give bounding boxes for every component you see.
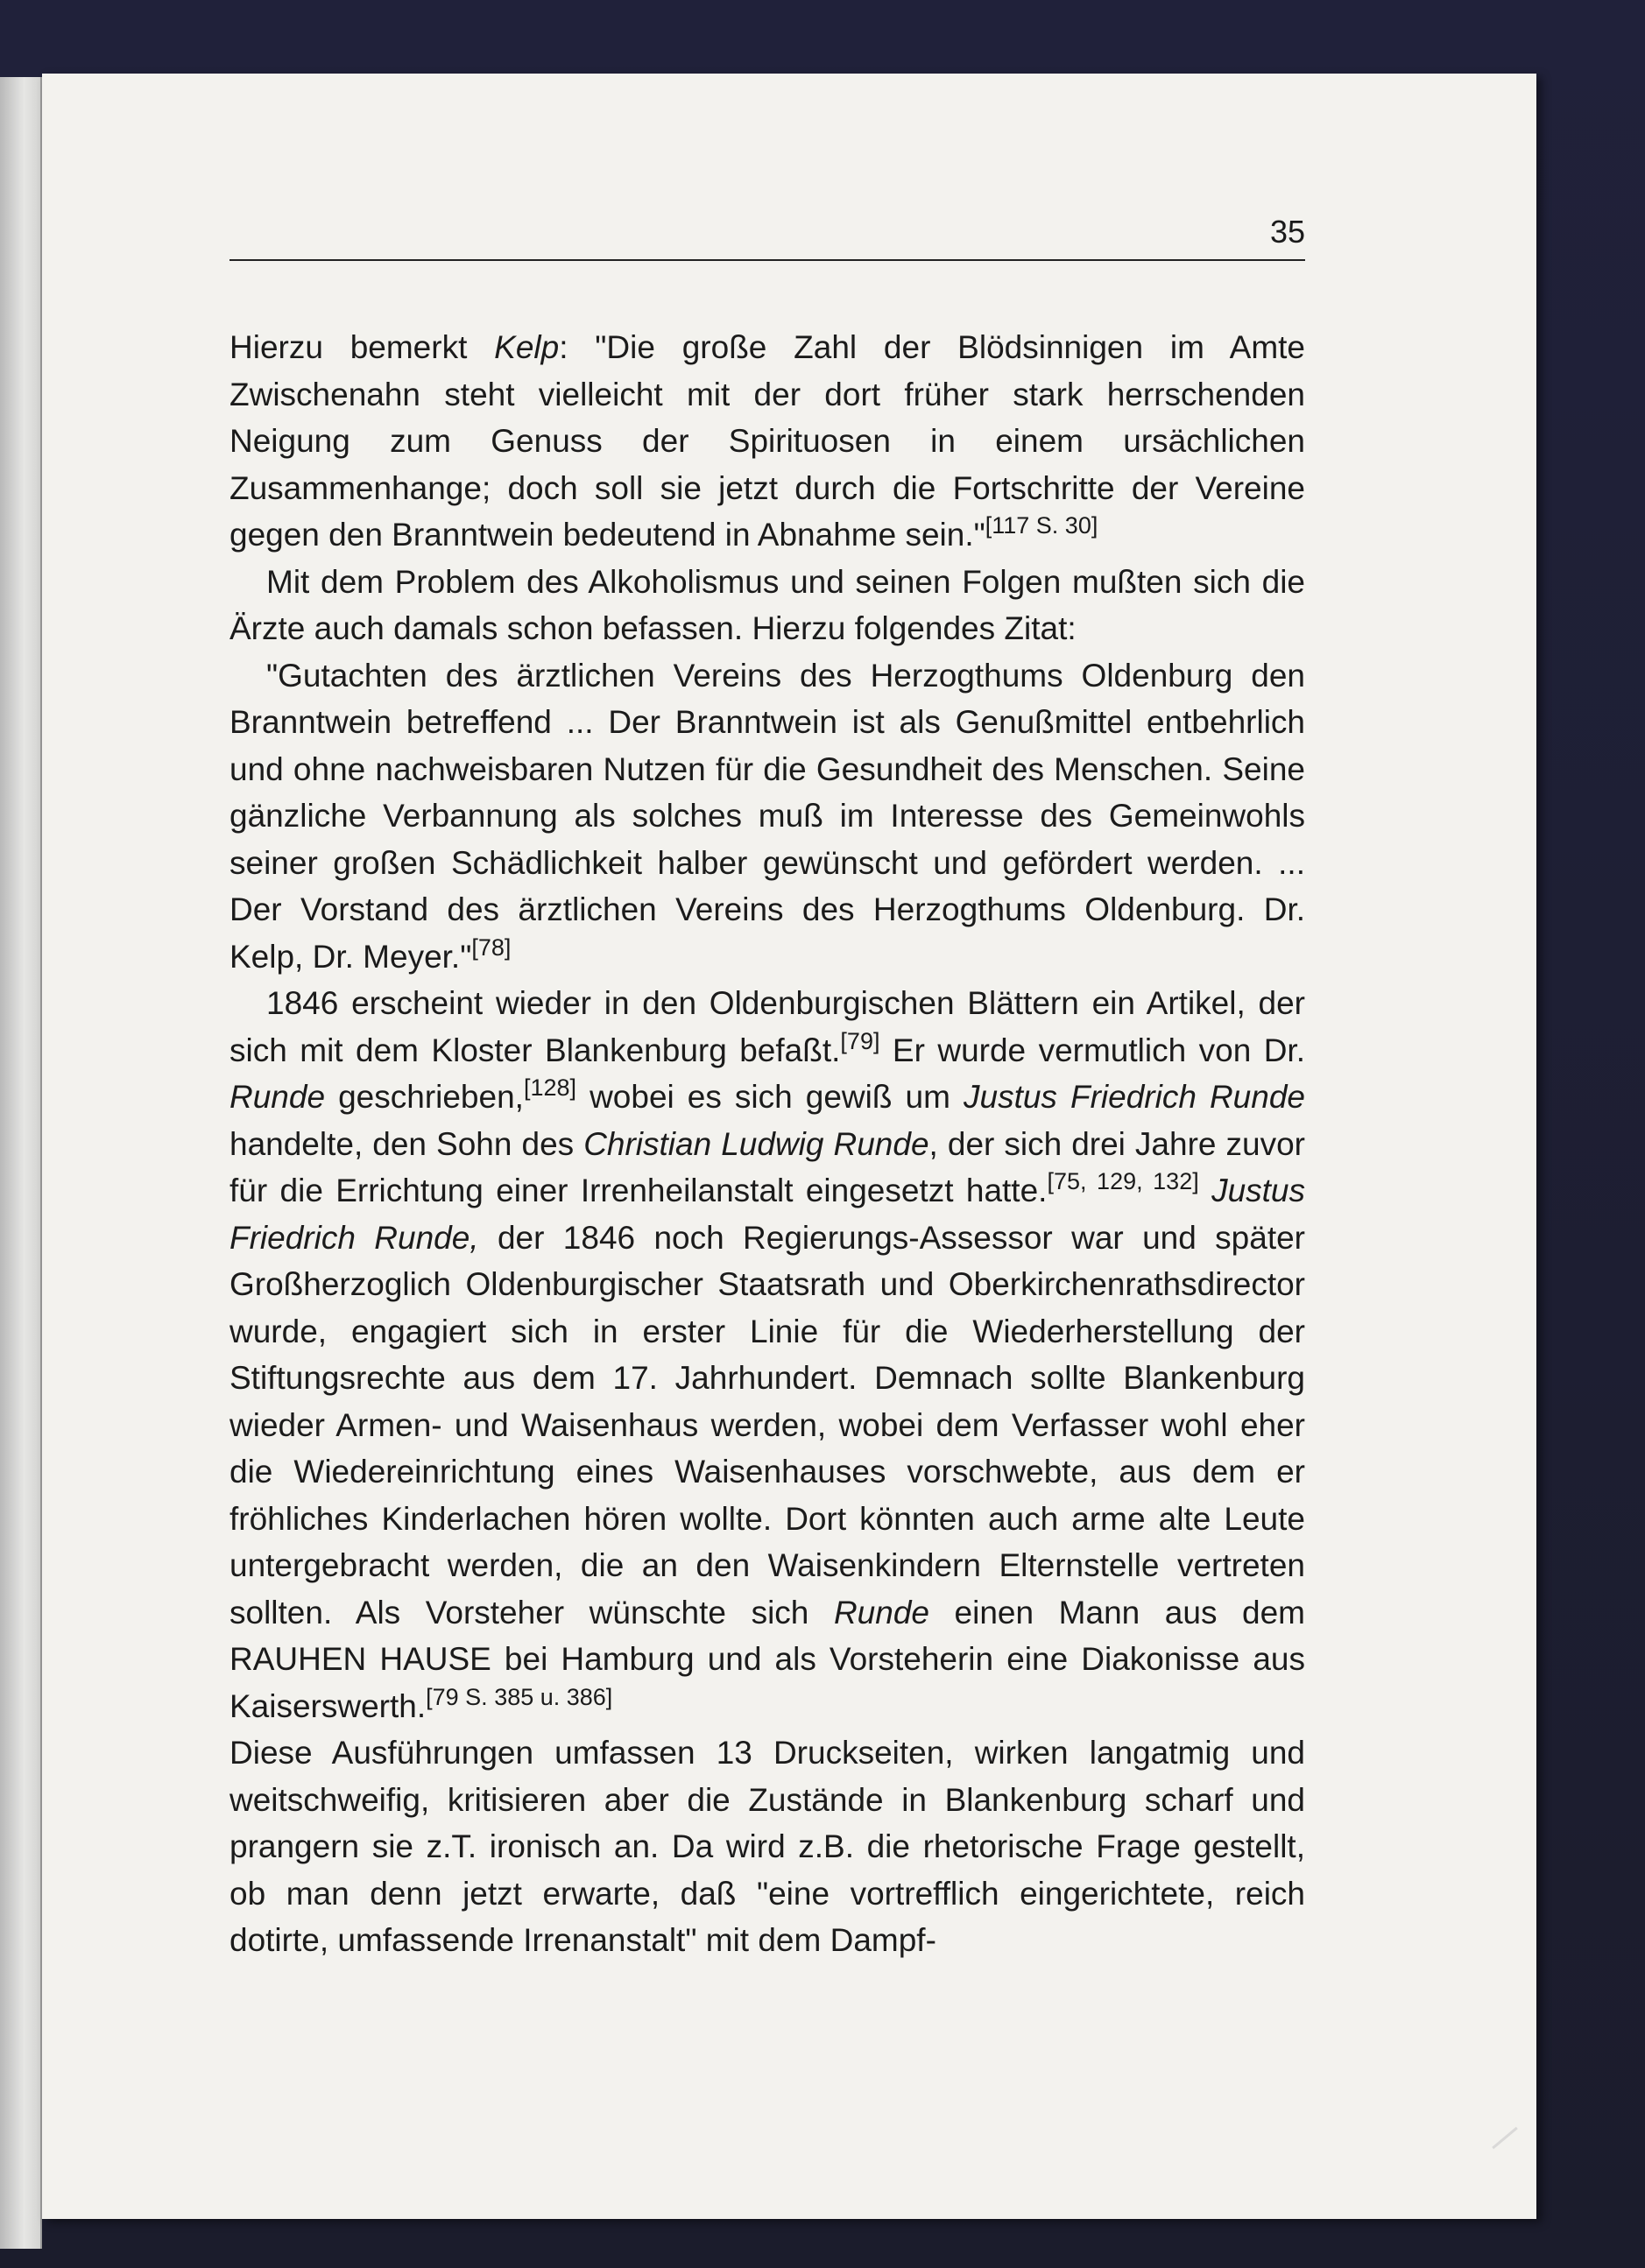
paragraph-critique (229, 1729, 1305, 1964)
person-name-italic: Justus Friedrich Runde, (229, 1173, 1305, 1256)
person-name-italic: Justus Friedrich Runde (964, 1079, 1305, 1115)
left-page-edge (0, 77, 42, 2249)
citation-reference: [117 S. 30] (985, 512, 1098, 539)
author-name-italic: Kelp (494, 329, 560, 365)
text-run: "Gutachten des ärztlichen Vereins des Herzogthums Oldenburg den Branntwein betreffend ... Der Branntwein ist als Genußmittel entbehrlich und ohne nachweisbaren Nutzen für die Gesundheit des Menschen. Seine gänzliche Verbannung als solches muß im Interesse des Gemeinwohls seiner großen Schädlichkeit halber gewünscht und gefördert werden. ... Der Vorstand des ärztlichen Vereins des Herzogthums Oldenburg. Dr. Kelp, Dr. Meyer." (229, 657, 1305, 975)
text-run: einen Mann aus dem RAUHEN HAUSE bei Hamburg und als Vorsteherin eine Diakonisse aus Kaiserswerth. (229, 1594, 1306, 1724)
person-name-italic: Christian Ludwig Runde (583, 1125, 929, 1162)
citation-reference: [128] (523, 1074, 577, 1101)
text-run: Er wurde vermutlich von Dr. (879, 1032, 1305, 1068)
citation-reference: [79] (840, 1027, 880, 1054)
page-number: 35 (1269, 214, 1305, 250)
page-header (229, 140, 1305, 261)
paragraph-alcoholism (229, 559, 1305, 652)
text-run: Diese Ausführungen umfassen 13 Druckseiten, wirken langatmig und weitschweifig, kritisieren aber die Zustände in Blankenburg scharf und prangern sie z.T. ironisch an. Da wird z.B. die rhetorische Frage gestellt, ob man denn jetzt erwarte, daß "eine vortrefflich eingerichtete, reich dotirte, umfassende Irrenanstalt" mit dem Dampf- (229, 1735, 1305, 1958)
text-run: wobei es sich gewiß um (576, 1079, 964, 1115)
text-run: , der sich drei Jahre zuvor für die Errichtung einer Irrenheilanstalt eingesetzt hatte. (229, 1125, 1305, 1208)
text-run: 1846 erscheint wieder in den Oldenburgischen Blättern ein Artikel, der sich mit dem Kloster Blankenburg befaßt. (229, 985, 1305, 1068)
paragraph-gutachten-quote (229, 652, 1305, 981)
citation-reference: [78] (471, 933, 512, 961)
citation-reference: [75, 129, 132] (1047, 1168, 1199, 1194)
author-name-italic: Runde (229, 1079, 326, 1115)
citation-reference: [79 S. 385 u. 386] (426, 1683, 613, 1710)
text-run: handelte, den Sohn des (229, 1125, 584, 1162)
person-name-italic: Runde (833, 1594, 929, 1631)
text-run: der 1846 noch Regierungs-Assessor war und später Großherzoglich Oldenburgischer Staatsrath und Oberkirchenrathsdirector wurde, engagiert sich in erster Linie für die Wiederherstellung der Stiftungsrechte aus dem 17. Jahrhundert. Demnach sollte Blankenburg wieder Armen- und Waisenhaus werden, wobei dem Verfasser wohl eher die Wiedereinrichtung eines Waisenhauses vorschwebte, aus dem er fröhliches Kinderlachen hören wollte. Dort könnten auch arme alte Leute untergebracht werden, die an den Waisenkindern Elternstelle vertreten sollten. Als Vorsteher wünschte sich (229, 1219, 1305, 1631)
paragraph-blankenburg-article (229, 980, 1305, 1729)
text-run (1199, 1173, 1211, 1208)
text-run: Hierzu bemerkt (229, 329, 495, 365)
body-text (229, 324, 1305, 1964)
text-run: geschrieben, (325, 1079, 524, 1115)
text-run: : "Die große Zahl der Blödsinnigen im Amte Zwischenahn steht vielleicht mit der dort früher stark herrschenden Neigung zum Genuss der Spirituosen in einem ursächlichen Zusammenhange; doch soll sie jetzt durch die Fortschritte der Vereine gegen den Branntwein bedeutend in Abnahme sein." (229, 329, 1305, 553)
paragraph-kelp-quote (229, 324, 1305, 559)
text-run: Mit dem Problem des Alkoholismus und seinen Folgen mußten sich die Ärzte auch damals schon befassen. Hierzu folgendes Zitat: (229, 563, 1305, 646)
